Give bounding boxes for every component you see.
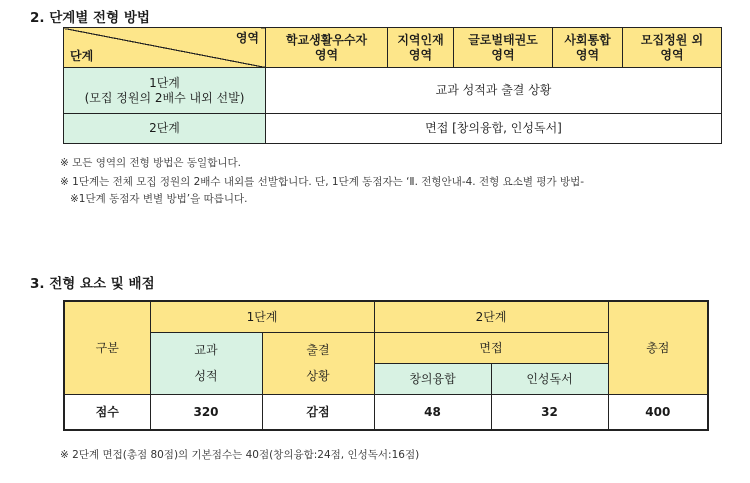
stage-2-label: 2단계: [64, 114, 266, 144]
character-header: 인성독서: [491, 363, 608, 394]
stage-1-header: 1단계: [150, 301, 374, 332]
interview-note: ※ 2단계 면접(총점 80점)의 기본점수는 40점(창의융합:24점, 인성독서:16점): [60, 449, 420, 461]
column-header: 글로벌태권도 영역: [454, 28, 553, 68]
total-score: 400: [608, 394, 708, 430]
note-line: ※ 1단계는 전체 모집 정원의 2배수 내외를 선발합니다. 단, 1단계 동점자는 ‘Ⅱ. 전형안내-4. 전형 요소별 평가 방법-: [60, 176, 585, 188]
category-header: 구분: [64, 301, 150, 394]
creative-score: 48: [374, 394, 491, 430]
attendance-header: 출결 상황: [262, 332, 374, 394]
note-line: ※ 모든 영역의 전형 방법은 동일합니다.: [60, 157, 241, 169]
score-row-label: 점수: [64, 394, 150, 430]
attendance-score: 감점: [262, 394, 374, 430]
column-header: 모집정원 외 영역: [623, 28, 722, 68]
stage-2-method: 면접 [창의융합, 인성독서]: [266, 114, 722, 144]
stage-1-method: 교과 성적과 출결 상황: [266, 68, 722, 114]
corner-bottom-label: 단계: [70, 49, 94, 63]
column-header: 사회통합 영역: [553, 28, 623, 68]
character-score: 32: [491, 394, 608, 430]
stage-2-header: 2단계: [374, 301, 608, 332]
total-header: 총점: [608, 301, 708, 394]
creative-header: 창의융합: [374, 363, 491, 394]
grades-header: 교과 성적: [150, 332, 262, 394]
column-header: 학교생활우수자 영역: [266, 28, 388, 68]
note-line: ※1단계 동점자 변별 방법’을 따릅니다.: [70, 193, 248, 205]
stage-1-label: 1단계 (모집 정원의 2배수 내외 선발): [64, 68, 266, 114]
section-2-title: 2. 단계별 전형 방법: [30, 10, 150, 26]
corner-header-cell: [64, 28, 266, 68]
score-table: [63, 300, 709, 431]
section-3-title: 3. 전형 요소 및 배점: [30, 276, 155, 292]
corner-top-label: 영역: [235, 31, 259, 45]
grades-score: 320: [150, 394, 262, 430]
column-header: 지역인재 영역: [388, 28, 454, 68]
selection-method-table: [63, 27, 722, 144]
interview-header: 면접: [374, 332, 608, 363]
